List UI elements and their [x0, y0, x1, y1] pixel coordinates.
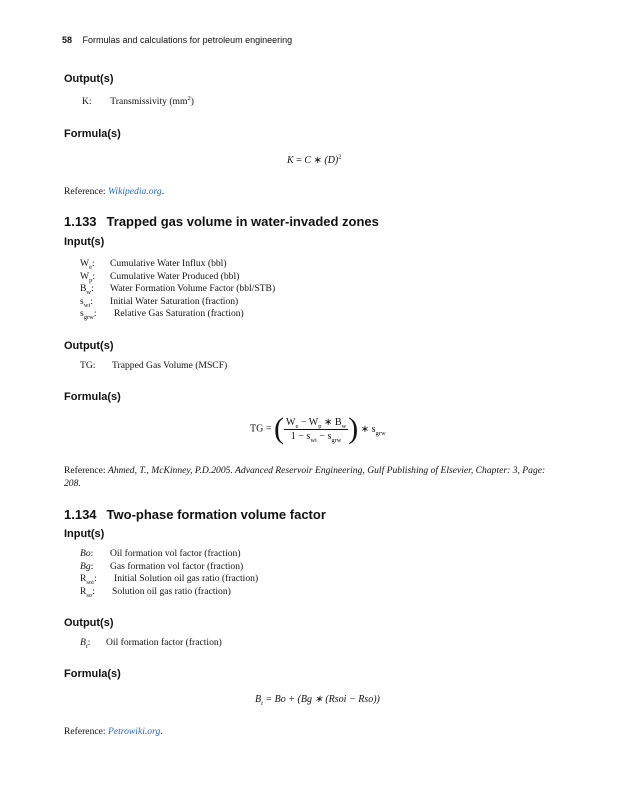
input-row: $s_{grw}$: Relative Gas Saturation (fraction)	[80, 308, 244, 321]
output-heading: Output(s)	[64, 73, 114, 85]
reference-link[interactable]: Wikipedia.org	[107, 186, 162, 197]
input-row: $R_{so}$: Solution oil gas ratio (fraction)	[80, 586, 231, 599]
page-number: 58	[62, 35, 73, 45]
reference: Reference: Petrowiki.org.	[64, 726, 163, 737]
output-row: K: Transmissivity $(mm^2)$	[82, 94, 194, 107]
section-title: 1.133 Trapped gas volume in water-invaded zones	[64, 214, 379, 229]
input-row: $W_e$: Cumulative Water Influx (bbl)	[80, 258, 227, 271]
output-row: $B_t$: Oil formation factor (fraction)	[80, 637, 222, 650]
input-row: $s_{wi}$: Initial Water Saturation (fraction)	[80, 296, 239, 309]
output-heading: Output(s)	[64, 340, 114, 352]
input-row: $W_p$: Cumulative Water Produced (bbl)	[80, 271, 240, 284]
formula-heading: Formula(s)	[64, 391, 121, 403]
formula-heading: Formula(s)	[64, 668, 121, 680]
formula-bt: $B_t = Bo + (Bg$ ∗ (Rsoi − Rso))	[255, 694, 380, 707]
formula-tg: TG = ( $\frac{W_e - W_p ∗ B_w}{1 - s_{wi} - s_{grw}}$ ) ∗ $s_{grw}$	[250, 412, 386, 445]
output-row: TG: Trapped Gas Volume (MSCF)	[80, 360, 228, 371]
section-title: 1.134 Two-phase formation volume factor	[64, 507, 326, 522]
input-heading: Input(s)	[64, 236, 105, 248]
reference-citation: Ahmed, T., McKinney, P.D.2005. Advanced Reservoir Engineering, Gulf Publishing of Elsevier, Chapter: 3, Page: 208.	[64, 465, 546, 489]
input-row: $R_{soi}$: Initial Solution oil gas ratio (fraction)	[80, 573, 259, 586]
input-heading: Input(s)	[64, 528, 105, 540]
reference: Reference: Wikipedia.org.	[64, 186, 165, 197]
formula-k: K = C ∗ $(D)^2$	[287, 153, 342, 166]
page-header	[62, 35, 292, 45]
output-heading: Output(s)	[64, 617, 114, 629]
formula-heading: Formula(s)	[64, 128, 121, 140]
input-row: Bo: Oil formation vol factor (fraction)	[80, 548, 241, 559]
input-row: Bg: Gas formation vol factor (fraction)	[80, 561, 244, 572]
running-title: Formulas and calculations for petroleum engineering	[82, 35, 293, 45]
input-row: $B_w$: Water Formation Volume Factor (bbl/STB)	[80, 283, 276, 296]
reference: Reference: Ahmed, T., McKinney, P.D.2005. Advanced Reservoir Engineering, Gulf Publishing of Elsevier, Chapter: 3, Page: 208.	[64, 465, 546, 489]
reference-link[interactable]: Petrowiki.org	[107, 726, 161, 737]
